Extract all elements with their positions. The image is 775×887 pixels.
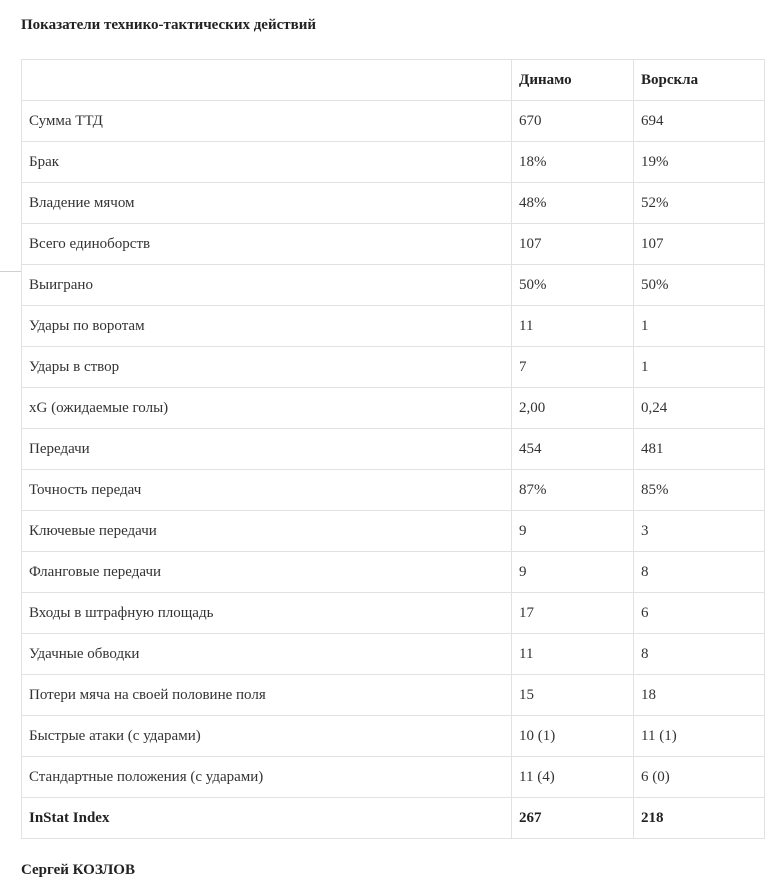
- table-row: [22, 347, 765, 388]
- table-header-row: [22, 60, 765, 101]
- table-row: [22, 388, 765, 429]
- divider: [0, 271, 21, 272]
- dynamo-value: 10 (1): [512, 716, 634, 757]
- row-label: Быстрые атаки (с ударами): [22, 716, 512, 757]
- row-label: Стандартные положения (с ударами): [22, 757, 512, 798]
- table-row: [22, 183, 765, 224]
- row-label: Точность передач: [22, 470, 512, 511]
- row-label: Владение мячом: [22, 183, 512, 224]
- header-team-vorskla: Ворскла: [634, 60, 765, 101]
- table-row: [22, 429, 765, 470]
- vorskla-value: 50%: [634, 265, 765, 306]
- dynamo-value: 7: [512, 347, 634, 388]
- row-label: Всего единоборств: [22, 224, 512, 265]
- row-label: Ключевые передачи: [22, 511, 512, 552]
- dynamo-value: 107: [512, 224, 634, 265]
- dynamo-value: 50%: [512, 265, 634, 306]
- table-row: [22, 511, 765, 552]
- table-row: [22, 306, 765, 347]
- row-label: Передачи: [22, 429, 512, 470]
- dynamo-value: 17: [512, 593, 634, 634]
- table-row: [22, 675, 765, 716]
- row-label: Потери мяча на своей половине поля: [22, 675, 512, 716]
- vorskla-value: 1: [634, 306, 765, 347]
- table-row: [22, 470, 765, 511]
- header-label: [22, 60, 512, 101]
- table-row: [22, 634, 765, 675]
- author-name: Сергей КОЗЛОВ: [21, 862, 135, 878]
- vorskla-value: 85%: [634, 470, 765, 511]
- dynamo-value: 48%: [512, 183, 634, 224]
- table-row: [22, 716, 765, 757]
- row-label: xG (ожидаемые голы): [22, 388, 512, 429]
- dynamo-value: 87%: [512, 470, 634, 511]
- vorskla-value: 11 (1): [634, 716, 765, 757]
- dynamo-value: 454: [512, 429, 634, 470]
- row-label: InStat Index: [22, 798, 512, 839]
- vorskla-value: 6 (0): [634, 757, 765, 798]
- vorskla-value: 18: [634, 675, 765, 716]
- vorskla-value: 0,24: [634, 388, 765, 429]
- dynamo-value: 670: [512, 101, 634, 142]
- table-row: [22, 757, 765, 798]
- vorskla-value: 6: [634, 593, 765, 634]
- vorskla-value: 3: [634, 511, 765, 552]
- dynamo-value: 2,00: [512, 388, 634, 429]
- dynamo-value: 267: [512, 798, 634, 839]
- vorskla-value: 694: [634, 101, 765, 142]
- row-label: Удары в створ: [22, 347, 512, 388]
- row-label: Входы в штрафную площадь: [22, 593, 512, 634]
- vorskla-value: 52%: [634, 183, 765, 224]
- table-row: [22, 101, 765, 142]
- table-row: [22, 593, 765, 634]
- vorskla-value: 8: [634, 634, 765, 675]
- row-label: Брак: [22, 142, 512, 183]
- page-title: Показатели технико-тактических действий: [21, 17, 317, 33]
- vorskla-value: 107: [634, 224, 765, 265]
- table-row: [22, 142, 765, 183]
- row-label: Сумма ТТД: [22, 101, 512, 142]
- dynamo-value: 11: [512, 306, 634, 347]
- row-label: Удачные обводки: [22, 634, 512, 675]
- vorskla-value: 19%: [634, 142, 765, 183]
- stats-table: [21, 59, 765, 839]
- dynamo-value: 9: [512, 552, 634, 593]
- table-row: [22, 552, 765, 593]
- row-label: Удары по воротам: [22, 306, 512, 347]
- table-row: [22, 265, 765, 306]
- dynamo-value: 9: [512, 511, 634, 552]
- vorskla-value: 218: [634, 798, 765, 839]
- vorskla-value: 1: [634, 347, 765, 388]
- vorskla-value: 481: [634, 429, 765, 470]
- row-label: Фланговые передачи: [22, 552, 512, 593]
- row-label: Выиграно: [22, 265, 512, 306]
- vorskla-value: 8: [634, 552, 765, 593]
- table-row: [22, 798, 765, 839]
- dynamo-value: 15: [512, 675, 634, 716]
- dynamo-value: 11: [512, 634, 634, 675]
- dynamo-value: 18%: [512, 142, 634, 183]
- dynamo-value: 11 (4): [512, 757, 634, 798]
- header-team-dynamo: Динамо: [512, 60, 634, 101]
- table-row: [22, 224, 765, 265]
